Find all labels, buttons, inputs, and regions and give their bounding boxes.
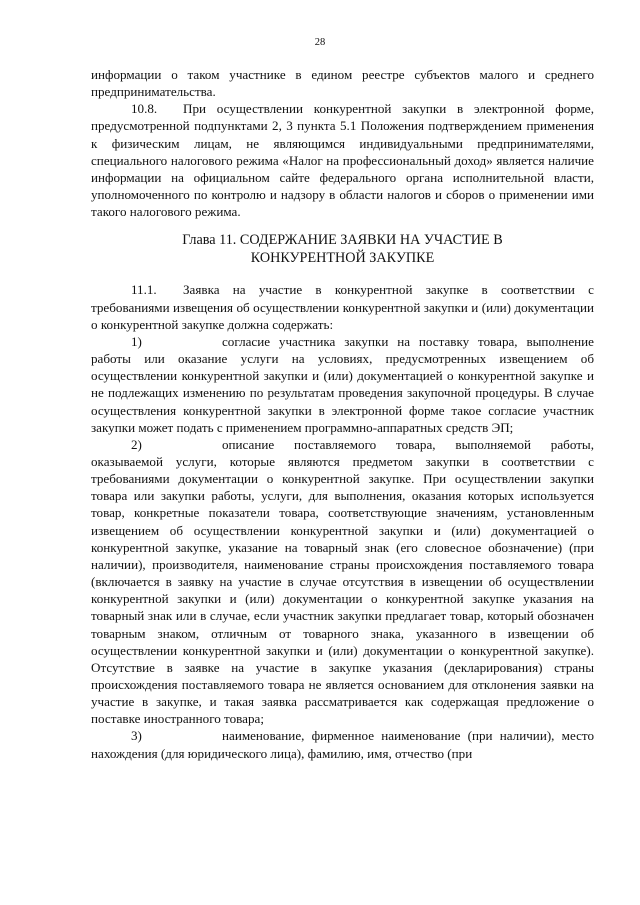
clause-number: 10.8. [131,101,158,117]
chapter-heading [91,231,594,267]
list-item-text: согласие участника закупки на поставку товара, выполнение работы или оказание услуги на условиях, предусмотренных извещением об осуществлении конкурентной закупки и (или) документацией о конкурентной закупке и не подлежащих изменению по результатам проведения закупочной процедуры. В случае осуществления конкурентной закупки в электронной форме такое согласие участник закупки может подать с применением программно-аппаратных средств ЭП; [91,333,594,435]
chapter-heading-line-2: КОНКУРЕНТНОЙ ЗАКУПКЕ [250,250,435,267]
clause-text: При осуществлении конкурентной закупки в электронной форме, предусмотренной подпунктами 2, 3 пункта 5.1 Положения подтверждением применения к физическим лицам, не являющимся индивидуальными предпринимателями, специального налогового режима «Налог на профессиональный доход» является наличие информации на официальном сайте федерального органа исполнительной власти, уполномоченного по контролю и надзору в области налогов и сборов о применении ими такого налогового режима. [91,101,594,220]
clause-10-8 [91,100,594,220]
page-number: 28 [314,37,326,48]
list-item-number: 1) [131,333,142,349]
clause-number: 11.1. [131,282,157,298]
list-item-number: 2) [131,436,142,452]
clause-text: Заявка на участие в конкурентной закупке в соответствии с требованиями извещения об осуществлении конкурентной закупки и (или) документации о конкурентной закупке должна содержать: [91,282,594,332]
list-item [91,333,594,436]
list-item-text: описание поставляемого товара, выполняемой работы, оказываемой услуги, которые являются предметом закупки в соответствии с требованиями документации о конкурентной закупке. При осуществлении закупки товара или закупки работы, услуги, для выполнения, оказания которых используется товар, конкретные показатели товара, соответствующие значениям, установленным извещением об осуществлении конкурентной закупки и (или) документацией о конкурентной закупке, указание на товарный знак (его словесное обозначение) (при наличии), производителя, наименование страны происхождения поставляемого товара (включается в заявку на участие в случае отсутствия в извещении об осуществлении конкурентной закупки и (или) документации о конкурентной закупке указания на товарный знак или в случае, если участник закупки предлагает товар, который обозначен товарным знаком, отличным от товарного знака, указанного в извещении об осуществлении конкурентной закупки и (или) документации о конкурентной закупке). Отсутствие в заявке на участие в закупке указания (декларирования) страны происхождения поставляемого товара не является основанием для отклонения заявки на участие в закупке, и такая заявка рассматривается как содержащая предложение о поставке иностранного товара; [91,436,594,727]
clause-11-1 [91,281,594,332]
continued-paragraph: информации о таком участнике в едином реестре субъектов малого и среднего предпринимательства. [91,67,594,100]
chapter-heading-line-1: Глава 11. СОДЕРЖАНИЕ ЗАЯВКИ НА УЧАСТИЕ В [182,232,503,249]
list-item [91,436,594,728]
list-item [91,727,594,761]
list-item-number: 3) [131,728,142,744]
page-content [91,66,594,762]
list-item-text: наименование, фирменное наименование (при наличии), место нахождения (для юридического лица), фамилию, имя, отчество (при [91,728,594,761]
